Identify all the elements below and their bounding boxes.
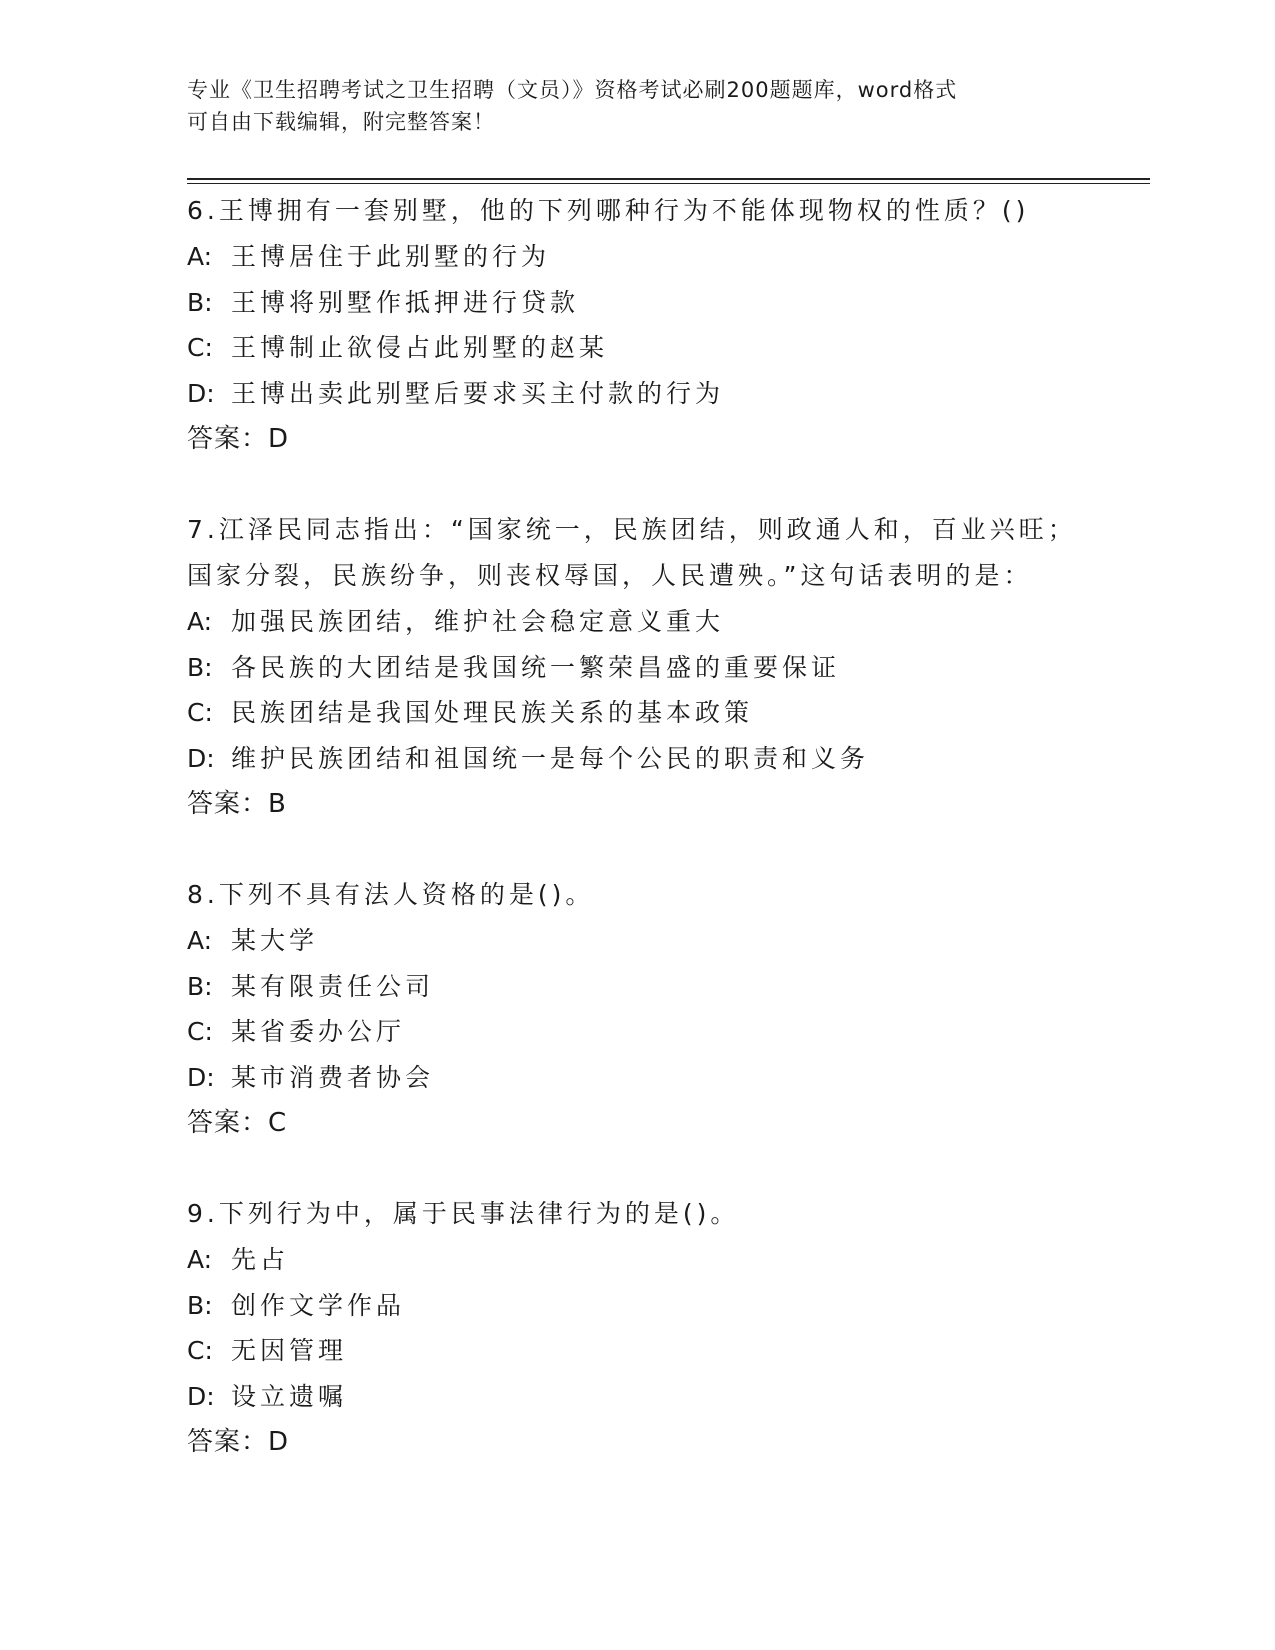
option-text: 民族团结是我国处理民族关系的基本政策 [231,698,754,727]
answer-line: 答案：D [187,424,290,454]
option-d [187,371,1087,417]
option-key: D: [187,1381,215,1411]
option-key: A: [187,242,213,271]
question-text: 8.下列不具有法人资格的是()。 [187,880,595,909]
option-text: 某市消费者协会 [231,1062,435,1092]
option-key: A: [187,607,213,636]
question-text-continued: 国家分裂，民族纷争，则丧权辱国，人民遭殃。”这句话表明的是： [187,561,1033,590]
header-divider-thin [187,183,1150,184]
option-c [187,1009,1087,1055]
header-line-2: 可自由下载编辑，附完整答案！ [187,110,495,134]
option-text: 维护民族团结和祖国统一是每个公民的职责和义务 [231,743,870,773]
option-key: B: [187,287,213,317]
question-text: 7.江泽民同志指出：“国家统一，民族团结，则政通人和，百业兴旺； [187,515,1077,544]
option-key: D: [187,1062,215,1092]
option-a [187,234,1087,280]
option-text: 设立遗嘱 [231,1381,348,1411]
option-text: 无因管理 [231,1336,348,1365]
option-b [187,280,1087,326]
option-key: C: [187,698,213,727]
option-key: D: [187,378,215,408]
question-list [187,188,1087,1510]
option-text: 王博制止欲侵占此别墅的赵某 [231,333,609,362]
header-divider-thick [187,178,1150,180]
option-key: C: [187,1336,213,1365]
option-key: C: [187,1017,213,1046]
option-text: 某省委办公厅 [231,1017,406,1046]
answer-line: 答案：D [187,1427,290,1457]
option-key: A: [187,926,213,955]
option-b [187,645,1087,691]
option-b [187,1283,1087,1329]
option-text: 加强民族团结，维护社会稳定意义重大 [231,607,725,636]
header-line-1: 专业《卫生招聘考试之卫生招聘（文员）》资格考试必刷200题题库，word格式 [187,78,958,102]
option-c [187,690,1087,736]
option-text: 先占 [231,1245,290,1274]
option-d [187,736,1087,782]
question-6 [187,188,1087,462]
option-key: C: [187,333,213,362]
option-text: 王博居住于此别墅的行为 [231,242,551,271]
option-b [187,964,1087,1010]
question-text: 9.下列行为中，属于民事法律行为的是()。 [187,1199,740,1228]
option-text: 王博出卖此别墅后要求买主付款的行为 [231,378,725,408]
answer-line: 答案：C [187,1108,288,1138]
option-key: A: [187,1245,213,1274]
question-text: 6.王博拥有一套别墅，他的下列哪种行为不能体现物权的性质？() [187,196,1030,225]
question-7 [187,507,1087,827]
answer-line: 答案：B [187,789,287,819]
option-a [187,599,1087,645]
option-c [187,1328,1087,1374]
option-a [187,918,1087,964]
option-d [187,1374,1087,1420]
option-text: 各民族的大团结是我国统一繁荣昌盛的重要保证 [231,652,841,682]
option-key: B: [187,652,213,682]
document-header [187,74,1087,138]
option-a [187,1237,1087,1283]
option-key: D: [187,743,215,773]
option-text: 王博将别墅作抵押进行贷款 [231,287,580,317]
option-d [187,1055,1087,1101]
option-key: B: [187,971,213,1001]
question-8 [187,872,1087,1146]
option-c [187,325,1087,371]
option-text: 某大学 [231,926,319,955]
option-text: 某有限责任公司 [231,971,435,1001]
option-text: 创作文学作品 [231,1290,406,1320]
option-key: B: [187,1290,213,1320]
question-9 [187,1191,1087,1465]
